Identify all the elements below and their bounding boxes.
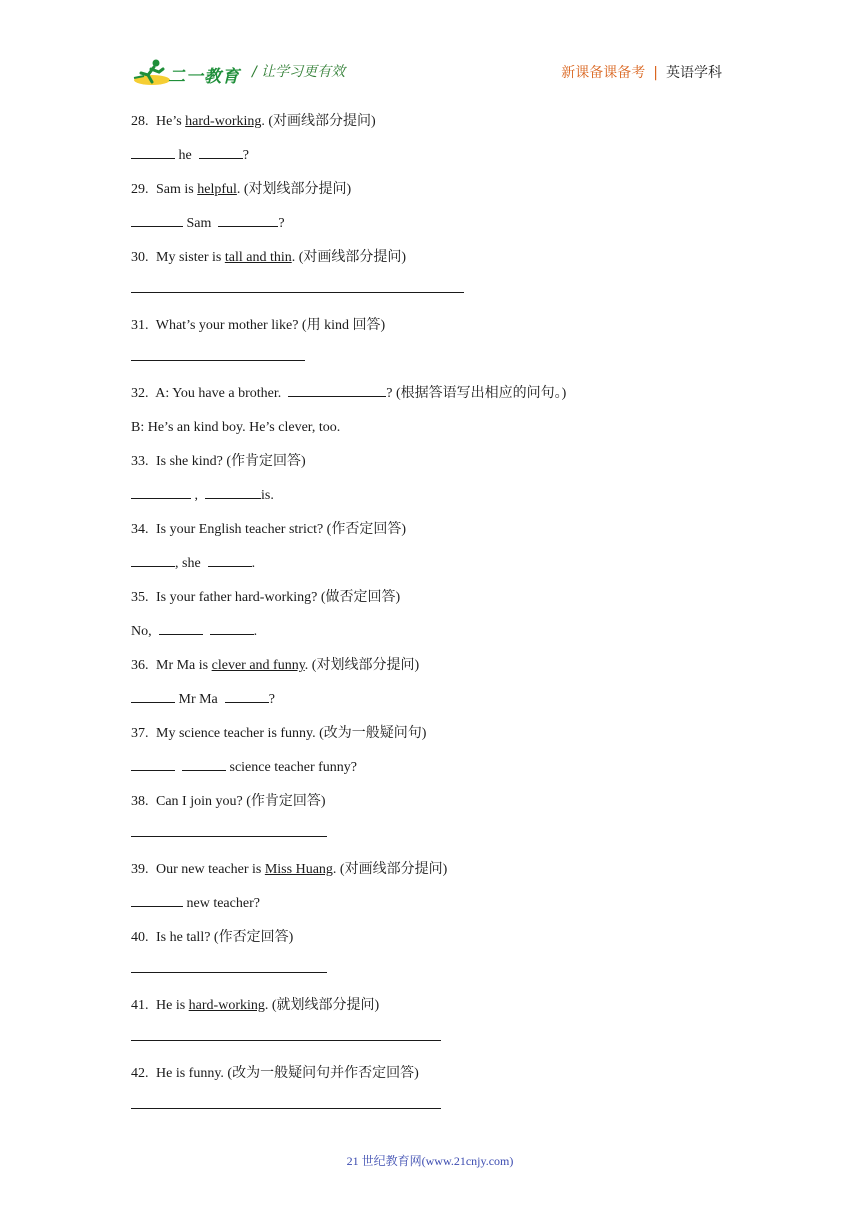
question-28 — [131, 110, 731, 144]
underlined-phrase: helpful — [197, 182, 237, 197]
answer-blank[interactable] — [131, 892, 183, 907]
page-header — [0, 0, 860, 100]
answer-line-42[interactable] — [131, 1096, 731, 1130]
answer-rule — [131, 1108, 441, 1109]
answer-line-31[interactable] — [131, 348, 731, 382]
question-text: He is funny. (改为一般疑问句并作否定回答) — [156, 1066, 419, 1081]
question-number: 30. — [131, 250, 149, 265]
question-31 — [131, 314, 731, 348]
header-right — [561, 62, 722, 82]
question-number: 31. — [131, 318, 149, 333]
answer-text: ? — [268, 692, 275, 707]
answer-text: Sam — [183, 216, 215, 231]
answer-text: . — [253, 624, 258, 639]
answer-rule — [131, 292, 464, 293]
answer-text: science teacher funny? — [226, 760, 357, 775]
answer-text: , — [191, 488, 202, 503]
dialogue-text: B: He’s an kind boy. He’s clever, too. — [131, 420, 341, 435]
question-number: 33. — [131, 454, 149, 469]
question-39 — [131, 858, 731, 892]
answer-blank[interactable] — [131, 688, 175, 703]
answer-line-30[interactable] — [131, 280, 731, 314]
page-footer — [0, 1152, 860, 1169]
answer-blank[interactable] — [288, 382, 386, 397]
answer-text: he — [175, 148, 196, 163]
answer-blank[interactable] — [199, 144, 243, 159]
exercise-list — [131, 110, 731, 1130]
question-number: 37. — [131, 726, 149, 741]
question-text: What’s your mother like? (用 kind 回答) — [155, 318, 386, 333]
answer-blank[interactable] — [210, 620, 254, 635]
question-instruction: . (对划线部分提问) — [236, 182, 352, 197]
question-text: My sister is — [156, 250, 225, 265]
question-number: 39. — [131, 862, 149, 877]
question-34 — [131, 518, 731, 552]
answer-blank[interactable] — [182, 756, 226, 771]
question-instruction: ? (根据答语写出相应的问句。) — [386, 386, 567, 401]
answer-line-36 — [131, 688, 731, 722]
answer-line-39 — [131, 892, 731, 926]
answer-blank[interactable] — [205, 484, 261, 499]
running-figure-logo-icon — [132, 58, 172, 88]
answer-text: is. — [261, 488, 274, 503]
dialogue-line-32 — [131, 416, 731, 450]
question-instruction: . (对画线部分提问) — [291, 250, 407, 265]
answer-text: ? — [278, 216, 285, 231]
question-35 — [131, 586, 731, 620]
answer-line-40[interactable] — [131, 960, 731, 994]
question-30 — [131, 246, 731, 280]
question-text: He is — [156, 998, 189, 1013]
answer-text: Mr Ma — [175, 692, 222, 707]
underlined-phrase: tall and thin — [224, 250, 292, 265]
answer-blank[interactable] — [131, 552, 175, 567]
question-text: Is she kind? (作肯定回答) — [156, 454, 306, 469]
underlined-phrase: clever and funny — [211, 658, 305, 673]
question-29 — [131, 178, 731, 212]
answer-text: ? — [242, 148, 249, 163]
answer-rule — [131, 1040, 441, 1041]
slogan: / 让学习更有效 — [252, 64, 346, 80]
question-41 — [131, 994, 731, 1028]
underlined-phrase: hard-working — [185, 114, 262, 129]
question-number: 42. — [131, 1066, 149, 1081]
question-instruction: . (就划线部分提问) — [264, 998, 380, 1013]
answer-text: new teacher? — [183, 896, 260, 911]
question-40 — [131, 926, 731, 960]
question-number: 36. — [131, 658, 149, 673]
answer-rule — [131, 972, 327, 973]
answer-blank[interactable] — [131, 484, 191, 499]
answer-text: , she — [175, 556, 205, 571]
answer-line-38[interactable] — [131, 824, 731, 858]
answer-line-35 — [131, 620, 731, 654]
question-text: Is your father hard-working? (做否定回答) — [156, 590, 401, 605]
question-instruction: . (对划线部分提问) — [304, 658, 420, 673]
header-separator: | — [653, 65, 658, 81]
answer-line-41[interactable] — [131, 1028, 731, 1062]
question-number: 35. — [131, 590, 149, 605]
question-number: 32. — [131, 386, 149, 401]
question-text: Sam is — [156, 182, 198, 197]
question-number: 28. — [131, 114, 149, 129]
answer-line-37 — [131, 756, 731, 790]
answer-rule — [131, 360, 305, 361]
question-instruction: . (对画线部分提问) — [332, 862, 448, 877]
question-text: He’s — [156, 114, 186, 129]
logo-text: 二一教育 — [168, 67, 240, 87]
question-number: 38. — [131, 794, 149, 809]
answer-line-28 — [131, 144, 731, 178]
answer-line-33 — [131, 484, 731, 518]
answer-blank[interactable] — [225, 688, 269, 703]
question-text: Is he tall? (作否定回答) — [156, 930, 294, 945]
question-text: Mr Ma is — [156, 658, 212, 673]
answer-blank[interactable] — [218, 212, 278, 227]
answer-text: No, — [131, 624, 156, 639]
question-text: A: You have a brother. — [155, 386, 285, 401]
question-text: Our new teacher is — [156, 862, 265, 877]
answer-blank[interactable] — [159, 620, 203, 635]
answer-blank[interactable] — [131, 144, 175, 159]
answer-blank[interactable] — [208, 552, 252, 567]
question-instruction: . (对画线部分提问) — [261, 114, 376, 129]
question-text: Is your English teacher strict? (作否定回答) — [156, 522, 406, 537]
question-42 — [131, 1062, 731, 1096]
question-36 — [131, 654, 731, 688]
answer-blank[interactable] — [131, 212, 183, 227]
question-text: My science teacher is funny. (改为一般疑问句) — [156, 726, 427, 741]
answer-blank[interactable] — [131, 756, 175, 771]
answer-line-29 — [131, 212, 731, 246]
question-number: 41. — [131, 998, 149, 1013]
question-37 — [131, 722, 731, 756]
footer-text: 21 世纪教育网(www.21cnjy.com) — [346, 1154, 514, 1168]
question-33 — [131, 450, 731, 484]
question-number: 34. — [131, 522, 149, 537]
site-logo — [132, 58, 244, 88]
header-subject: 英语学科 — [666, 65, 722, 81]
answer-rule — [131, 836, 327, 837]
answer-text: . — [251, 556, 256, 571]
underlined-phrase: Miss Huang — [264, 862, 333, 877]
header-course-label: 新课备课备考 — [561, 65, 646, 81]
question-38 — [131, 790, 731, 824]
question-number: 29. — [131, 182, 149, 197]
underlined-phrase: hard-working — [188, 998, 265, 1013]
question-32 — [131, 382, 731, 416]
question-number: 40. — [131, 930, 149, 945]
answer-line-34 — [131, 552, 731, 586]
question-text: Can I join you? (作肯定回答) — [156, 794, 326, 809]
